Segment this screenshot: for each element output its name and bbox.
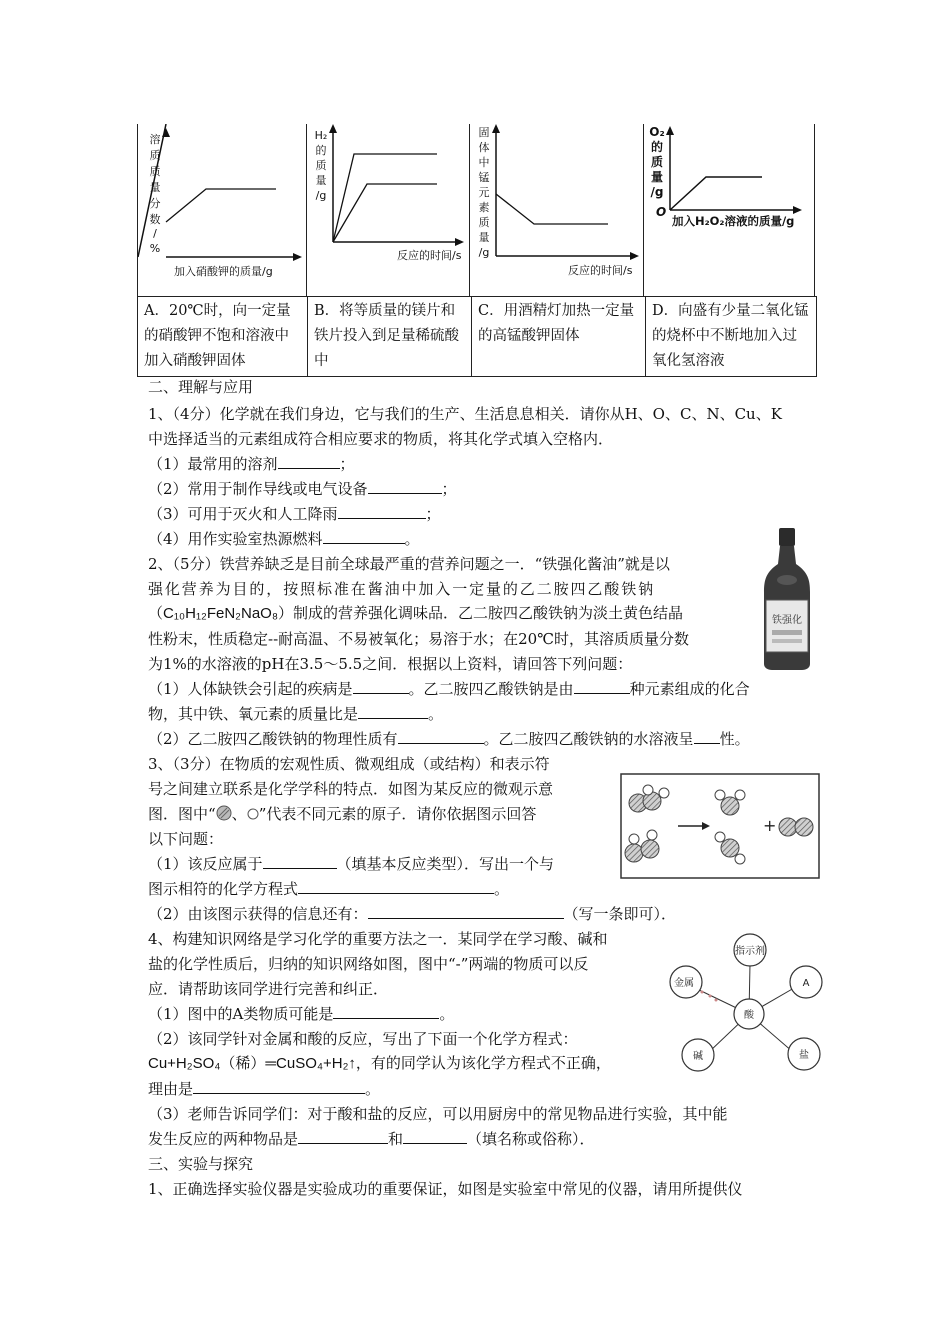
section3-heading: 三、实验与探究 <box>148 1155 254 1173</box>
q3-line-4: 以下问题： <box>148 830 224 848</box>
answer-blank[interactable] <box>353 678 409 694</box>
graph-a-ylabel <box>150 132 161 255</box>
answer-blank[interactable] <box>298 878 494 894</box>
option-b[interactable]: B．将等质量的镁片和铁片投入到足量稀硫酸中 <box>308 297 472 377</box>
hatched-atom-icon <box>216 805 232 821</box>
q4-part-2-reason: 理由是 。 <box>148 1080 381 1098</box>
q3-part-1: （1）该反应属于 （填基本反应类型）．写出一个与 <box>148 855 555 873</box>
svg-text:固: 固 <box>478 126 490 139</box>
svg-text:质: 质 <box>478 216 490 229</box>
q2-line-3: （C₁₀H₁₂FeN₂NaO₈）制成的营养强化调味品．乙二胺四乙酸铁钠为淡土黄色结晶 <box>148 605 684 622</box>
bottle-label: 铁强化 <box>772 615 802 626</box>
reaction-micro-diagram <box>620 773 820 879</box>
node-indicator: 指示剂 <box>735 946 765 957</box>
answer-blank[interactable] <box>323 528 405 544</box>
graph-c <box>470 124 643 296</box>
answer-blank[interactable] <box>403 1128 467 1144</box>
graph-c-ylabel <box>479 126 490 259</box>
svg-text:质: 质 <box>149 149 161 162</box>
answer-blank[interactable] <box>193 1078 365 1094</box>
svg-text:/g: /g <box>650 185 664 199</box>
node-metal: 金属 <box>674 978 694 989</box>
graph-d-ylabel <box>649 125 664 199</box>
section3-q1: 1、正确选择实验仪器是实验成功的重要保证，如图是实验室中常见的仪器，请用所提供仪 <box>148 1180 743 1198</box>
svg-text:的: 的 <box>315 144 327 157</box>
white-atom-icon <box>247 808 259 820</box>
q4-line-3: 应．请帮助该同学进行完善和纠正． <box>148 980 389 998</box>
soy-sauce-bottle-image <box>756 520 818 672</box>
svg-text:质: 质 <box>315 159 327 172</box>
table-border-right <box>814 124 815 296</box>
svg-text:元: 元 <box>478 186 490 199</box>
answer-blank[interactable] <box>398 728 484 744</box>
q4-line-2: 盐的化学性质后，归纳的知识网络如图，图中“-”两端的物质可以反 <box>148 955 589 973</box>
plus-sign: + <box>763 816 777 835</box>
svg-text:/g: /g <box>315 189 327 202</box>
svg-text:量: 量 <box>315 174 327 187</box>
answer-blank[interactable] <box>333 1003 439 1019</box>
q4-part-1: （1）图中的A类物质可能是 。 <box>148 1005 455 1023</box>
answer-blank[interactable] <box>338 503 426 519</box>
q2-line-2: 强化营养为目的，按照标准在酱油中加入一定量的乙二胺四乙酸铁钠 <box>148 580 656 598</box>
svg-text:体: 体 <box>478 141 490 154</box>
option-d[interactable]: D．向盛有少量二氧化锰的烧杯中不断地加入过氧化氢溶液 <box>646 297 817 377</box>
q4-part-3b: 发生反应的两种物品是 和 （填名称或俗称）． <box>148 1130 595 1148</box>
q1-part-3: （3）可用于灭火和人工降雨 ； <box>148 505 441 523</box>
q2-line-1: 2、（5分）铁营养缺乏是目前全球最严重的营养问题之一．“铁强化酱油”就是以 <box>148 555 670 573</box>
q4-part-2: （2）该同学针对金属和酸的反应，写出了下面一个化学方程式： <box>148 1030 578 1048</box>
graph-b-xlabel: 反应的时间/s <box>397 249 462 262</box>
answer-blank[interactable] <box>298 1128 388 1144</box>
q1-part-2: （2）常用于制作导线或电气设备 ； <box>148 480 457 498</box>
answer-blank[interactable] <box>368 478 442 494</box>
svg-text:%: % <box>149 242 161 255</box>
q3-line-1: 3、（3分）在物质的宏观性质、微观组成（或结构）和表示符 <box>148 755 550 773</box>
q2-answer-2: （2）乙二胺四乙酸铁钠的物理性质有 。乙二胺四乙酸铁钠的水溶液呈 性。 <box>148 730 750 748</box>
graph-c-xlabel: 反应的时间/s <box>568 264 633 277</box>
svg-text:/: / <box>153 227 157 240</box>
q3-line-3: 图．图中“ 、 ”代表不同元素的原子．请你依据图示回答 <box>148 805 537 823</box>
q2-answer-1b: 物，其中铁、氧元素的质量比是 。 <box>148 705 444 723</box>
svg-text:H₂: H₂ <box>314 129 328 142</box>
node-salt: 盐 <box>799 1050 809 1061</box>
svg-text:的: 的 <box>650 140 664 154</box>
svg-text:溶: 溶 <box>149 133 161 146</box>
node-a: A <box>802 978 810 989</box>
acid-knowledge-network-diagram <box>664 930 834 1080</box>
svg-text:量: 量 <box>149 181 161 194</box>
svg-text:质: 质 <box>650 155 664 169</box>
q4-part-3: （3）老师告诉同学们：对于酸和盐的反应，可以用厨房中的常见物品进行实验，其中能 <box>148 1105 728 1123</box>
q1-stem-1: 1、（4分）化学就在我们身边，它与我们的生产、生活息息相关．请你从H、O、C、N、Cu、K <box>148 405 782 423</box>
answer-blank[interactable] <box>368 903 564 919</box>
answer-blank[interactable] <box>694 728 720 744</box>
svg-text:O₂: O₂ <box>649 125 665 139</box>
graph-d-origin: O <box>656 205 667 219</box>
q1-part-4: （4）用作实验室热源燃料 。 <box>148 530 420 548</box>
svg-text:质: 质 <box>149 165 161 178</box>
node-base: 碱 <box>693 1051 703 1062</box>
answer-blank[interactable] <box>263 853 337 869</box>
svg-text:量: 量 <box>478 231 490 244</box>
q4-line-1: 4、构建知识网络是学习化学的重要方法之一．某同学在学习酸、碱和 <box>148 930 608 948</box>
option-c[interactable]: C．用酒精灯加热一定量的高锰酸钾固体 <box>472 297 646 377</box>
svg-text:锰: 锰 <box>478 171 490 184</box>
svg-text:中: 中 <box>478 156 490 169</box>
answer-blank[interactable] <box>278 453 340 469</box>
node-acid: 酸 <box>744 1010 754 1021</box>
graph-d-xlabel: 加入H₂O₂溶液的质量/g <box>672 214 795 228</box>
graph-d <box>644 124 814 296</box>
option-a[interactable]: A．20℃时，向一定量的硝酸钾不饱和溶液中加入硝酸钾固体 <box>138 297 308 377</box>
graph-b <box>307 124 469 296</box>
svg-text:/g: /g <box>478 246 490 259</box>
graph-b-ylabel <box>315 129 328 202</box>
graph-a-xlabel: 加入硝酸钾的质量/g <box>174 265 273 278</box>
q4-equation: Cu+H₂SO₄（稀）═CuSO₄+H₂↑，有的同学认为该化学方程式不正确， <box>148 1055 611 1072</box>
section2-heading: 二、理解与应用 <box>148 378 254 396</box>
q2-line-4: 性粉末，性质稳定--耐高温、不易被氧化；易溶于水；在20℃时，其溶质质量分数 <box>148 630 690 648</box>
svg-text:数: 数 <box>149 213 161 226</box>
svg-text:素: 素 <box>478 201 490 214</box>
q3-line-2: 号之间建立联系是化学学科的特点．如图为某反应的微观示意 <box>148 780 554 798</box>
q1-stem-2: 中选择适当的元素组成符合相应要求的物质，将其化学式填入空格内． <box>148 430 614 448</box>
q3-part-1b: 图示相符的化学方程式 。 <box>148 880 510 898</box>
q2-line-5: 为1%的水溶液的pH在3.5～5.5之间．根据以上资料，请回答下列问题： <box>148 655 633 673</box>
svg-text:分: 分 <box>149 197 161 210</box>
q2-answer-1: （1）人体缺铁会引起的疾病是 。乙二胺四乙酸铁钠是由 种元素组成的化合 <box>148 680 750 698</box>
answer-blank[interactable] <box>574 678 630 694</box>
options-table <box>137 296 817 377</box>
svg-text:量: 量 <box>650 170 664 184</box>
q1-part-1: （1）最常用的溶剂 ； <box>148 455 355 473</box>
q3-part-2: （2）由该图示获得的信息还有： （写一条即可）． <box>148 905 677 923</box>
graph-a <box>138 124 306 296</box>
answer-blank[interactable] <box>358 703 428 719</box>
